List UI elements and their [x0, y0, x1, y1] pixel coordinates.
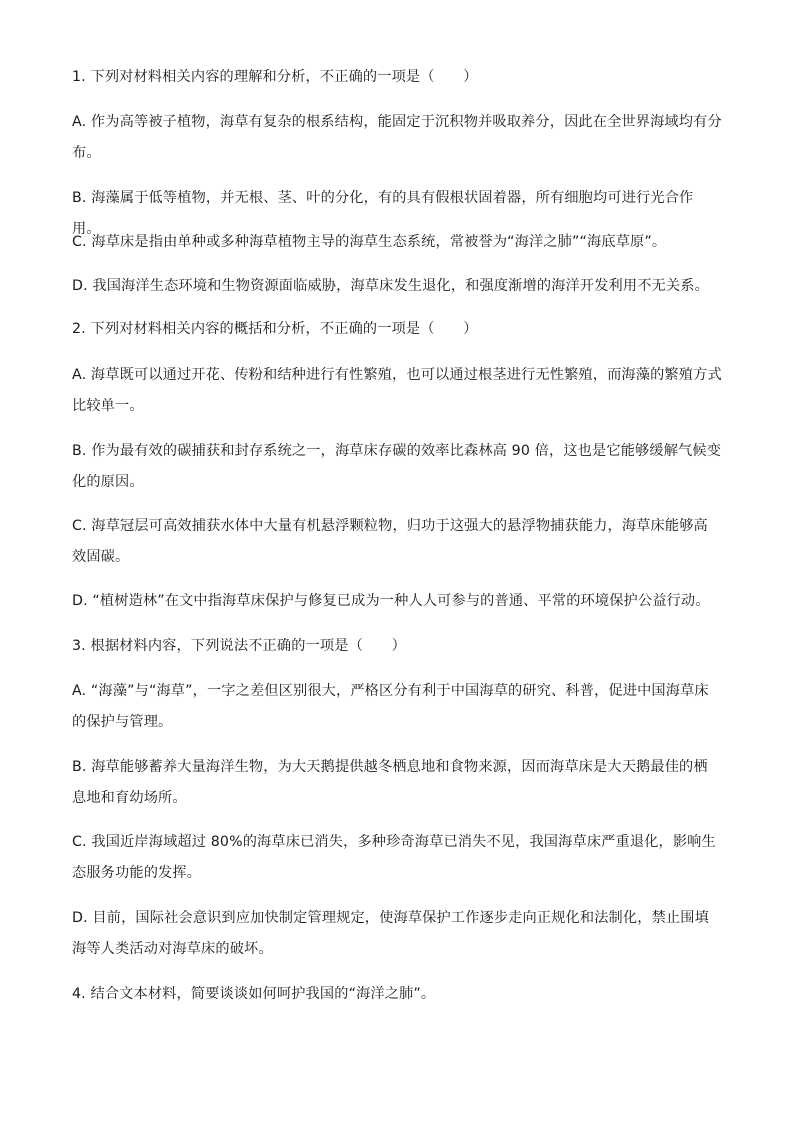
question-1-option-b: B. 海藻属于低等植物，并无根、茎、叶的分化，有的具有假根状固着器，所有细胞均可进行光合作用。 [72, 190, 694, 237]
question-3-option-a: A. “海藻”与“海草”，一字之差但区别很大，严格区分有利于中国海草的研究、科普，促进中国海草床的保护与管理。 [72, 683, 709, 730]
question-2-option-b: B. 作为最有效的碳捕获和封存系统之一，海草床存碳的效率比森林高 90 倍，这也是它能够缓解气候变化的原因。 [72, 443, 722, 490]
question-3-option-c: C. 我国近岸海域超过 80%的海草床已消失，多种珍奇海草已消失不见，我国海草床严重退化，影响生态服务功能的发挥。 [72, 834, 716, 881]
question-2-option-c: C. 海草冠层可高效捕获水体中大量有机悬浮颗粒物，归功于这强大的悬浮物捕获能力，海草床能够高效固碳。 [72, 518, 708, 565]
question-1-option-a: A. 作为高等被子植物，海草有复杂的根系结构，能固定于沉积物并吸取养分，因此在全世界海域均有分布。 [72, 114, 722, 161]
question-2-stem: 2. 下列对材料相关内容的概括和分析，不正确的一项是（ ） [72, 321, 478, 337]
question-3-option-b: B. 海草能够蓄养大量海洋生物，为大天鹅提供越冬栖息地和食物来源，因而海草床是大天鹅最佳的栖息地和育幼场所。 [72, 759, 708, 806]
question-1-option-c: C. 海草床是指由单种或多种海草植物主导的海草生态系统，常被誉为“海洋之肺”“海底草原”。 [72, 234, 667, 250]
question-1-stem: 1. 下列对材料相关内容的理解和分析，不正确的一项是（ ） [72, 69, 478, 85]
question-2-option-d: D. “植树造林”在文中指海草床保护与修复已成为一种人人可参与的普通、平常的环境保护公益行动。 [72, 593, 710, 609]
question-3-stem: 3. 根据材料内容，下列说法不正确的一项是（ ） [72, 638, 406, 654]
question-3-option-d: D. 目前，国际社会意识到应加快制定管理规定，使海草保护工作逐步走向正规化和法制化，禁止围填海等人类活动对海草床的破坏。 [72, 910, 709, 957]
question-2-option-a: A. 海草既可以通过开花、传粉和结种进行有性繁殖，也可以通过根茎进行无性繁殖，而海藻的繁殖方式比较单一。 [72, 367, 722, 414]
question-4-stem: 4. 结合文本材料，简要谈谈如何呵护我国的“海洋之肺”。 [72, 986, 436, 1002]
question-1-option-d: D. 我国海洋生态环境和生物资源面临威胁，海草床发生退化，和强度渐增的海洋开发利用不无关系。 [72, 278, 709, 294]
